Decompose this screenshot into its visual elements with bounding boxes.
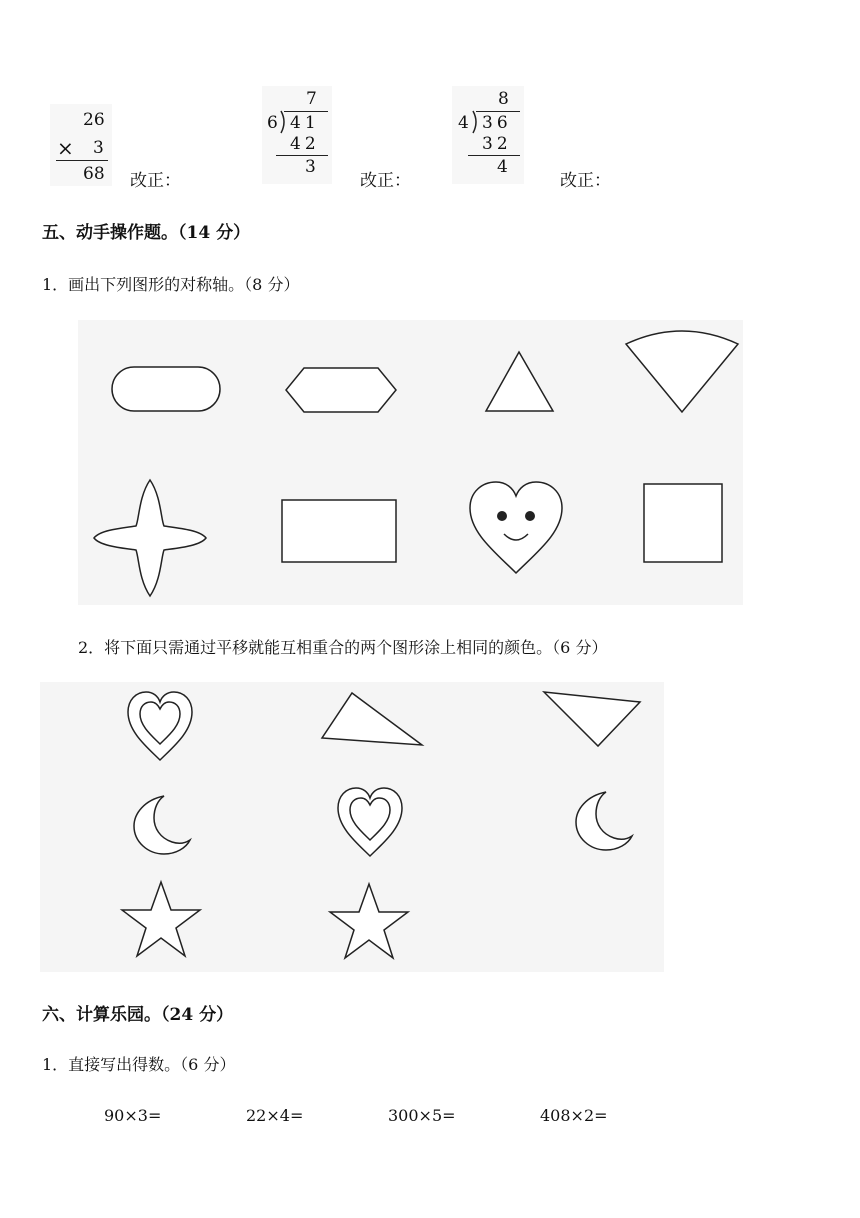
four-point-star-shape[interactable] [88, 476, 212, 600]
star-shape-1[interactable] [118, 878, 204, 960]
quotient: 7 [306, 89, 317, 109]
triangle-shape[interactable] [480, 346, 560, 416]
subtraction-line [468, 155, 520, 156]
multiplication-correction [50, 104, 120, 188]
hexagon-shape[interactable] [280, 360, 404, 420]
subtraction-line [276, 155, 328, 156]
rectangle-shape[interactable] [278, 496, 402, 566]
dividend: 41 [290, 113, 320, 133]
division-bar [476, 111, 520, 112]
fix-label-2: 改正： [360, 171, 411, 191]
times-sign: × [57, 136, 74, 160]
triangle-shape-b[interactable] [540, 688, 644, 750]
division-correction-1 [262, 86, 334, 186]
division-bar [284, 111, 328, 112]
product: 42 [290, 134, 320, 154]
remainder: 4 [497, 157, 508, 177]
division-bracket [470, 110, 480, 134]
expression-3[interactable]: 300×5= [388, 1106, 456, 1125]
fix-label-3: 改正： [560, 171, 611, 191]
quotient: 8 [498, 89, 509, 109]
question-6-1: 1．直接写出得数。（6 分） [42, 1055, 236, 1074]
question-5-2: 2．将下面只需通过平移就能互相重合的两个图形涂上相同的颜色。（6 分） [78, 638, 608, 657]
question-5-1: 1．画出下列图形的对称轴。（8 分） [42, 275, 300, 294]
expression-4[interactable]: 408×2= [540, 1106, 608, 1125]
dividend: 36 [482, 113, 512, 133]
multiplicand: 26 [83, 110, 105, 130]
star-shape-2[interactable] [326, 880, 412, 962]
section-5-title: 五、动手操作题。（14 分） [42, 223, 251, 243]
result-line [56, 160, 108, 161]
crescent-moon-shape-2[interactable] [572, 788, 636, 854]
divisor: 6 [267, 113, 278, 133]
double-heart-shape-2[interactable] [334, 784, 406, 860]
remainder: 3 [305, 157, 316, 177]
expression-1[interactable]: 90×3= [104, 1106, 162, 1125]
section-6-title: 六、计算乐园。（24 分） [42, 1005, 234, 1025]
smiling-heart-shape[interactable] [466, 478, 566, 578]
triangle-shape-a[interactable] [318, 688, 428, 748]
division-bracket [278, 110, 288, 134]
product: 32 [482, 134, 512, 154]
multiplier: 3 [93, 138, 104, 158]
crescent-moon-shape-1[interactable] [130, 792, 194, 858]
expression-2[interactable]: 22×4= [246, 1106, 304, 1125]
division-correction-2 [452, 86, 526, 186]
divisor: 4 [458, 113, 469, 133]
rounded-rectangle-shape[interactable] [105, 360, 225, 420]
sector-shape[interactable] [620, 326, 744, 416]
fix-label-1: 改正： [130, 171, 181, 191]
double-heart-shape-1[interactable] [124, 688, 196, 764]
square-shape[interactable] [640, 480, 726, 566]
result: 68 [83, 164, 105, 184]
